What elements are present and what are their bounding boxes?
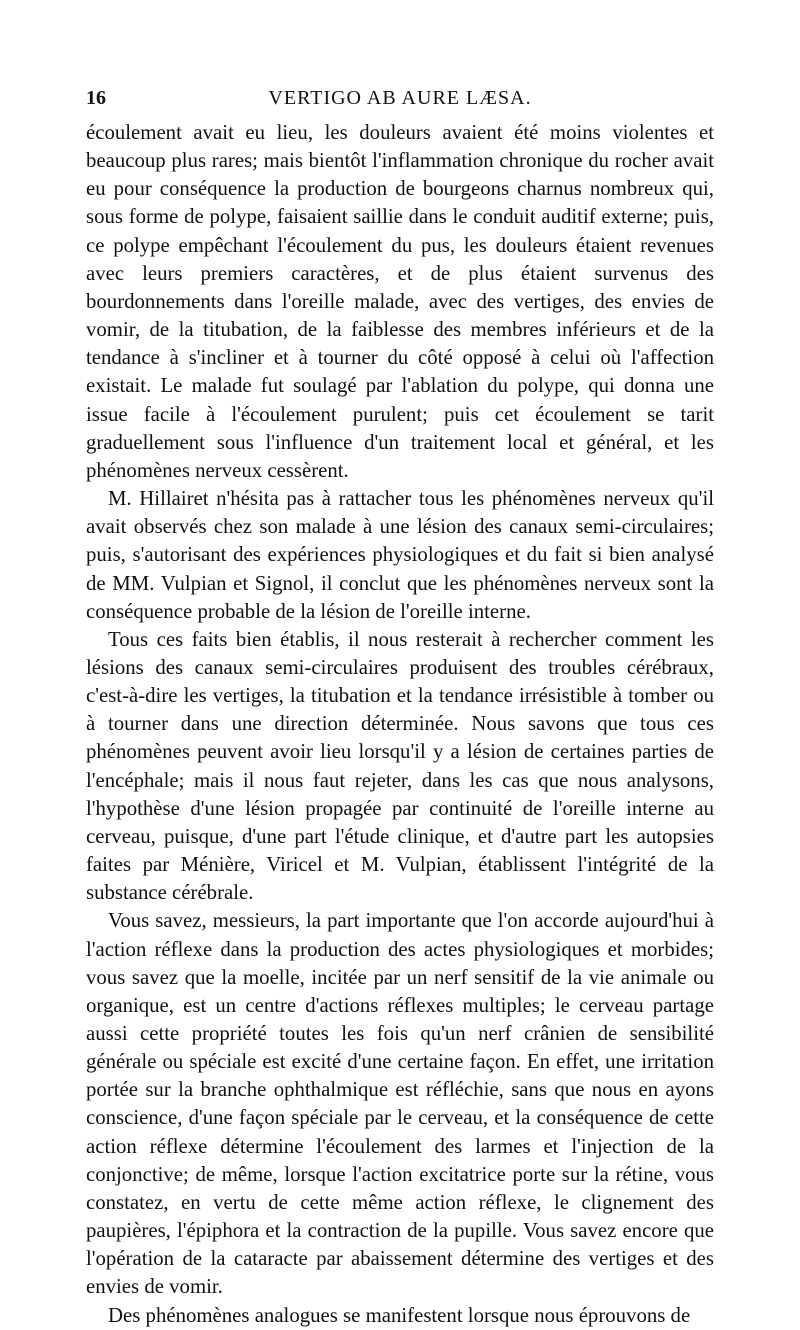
paragraph-continued: écoulement avait eu lieu, les douleurs avaient été moins violentes et beaucoup plus rares; mais bientôt l'inflammation chronique du rocher avait eu pour conséquence la production de bourgeons charnus nombreux qui, sous forme de polype, faisaient saillie dans le conduit auditif externe; puis, ce polype empêchant l'écoulement du pus, les douleurs étaient revenues avec leurs premiers caractères, et de plus étaient survenus des bourdonnements dans l'oreille malade, avec des vertiges, des envies de vomir, de la titubation, de la faiblesse des membres inférieurs et de la tendance à s'incliner et à tourner du côté opposé à celui où l'affection existait. Le malade fut soulagé par l'ablation du polype, qui donna une issue facile à l'écoulement purulent; puis cet écoulement se tarit graduellement sous l'influence d'un traitement local et général, et les phénomènes nerveux cessèrent. bbox=[86, 121, 714, 482]
paragraph: M. Hillairet n'hésita pas à rattacher tous les phénomènes nerveux qu'il avait observés chez son malade à une lésion des canaux semi-circulaires; puis, s'autorisant des expériences physiologiques et du fait si bien analysé de MM. Vulpian et Signol, il conclut que les phénomènes nerveux sont la conséquence probable de la lésion de l'oreille interne. bbox=[86, 487, 714, 623]
body-text bbox=[86, 119, 714, 1330]
paragraph: Des phénomènes analogues se manifestent lorsque nous éprouvons de bbox=[108, 1303, 691, 1327]
paragraph: Vous savez, messieurs, la part importante que l'on accorde aujourd'hui à l'action réflexe dans la production des actes physiologiques et morbides; vous savez que la moelle, incitée par un nerf sensitif de la vie animale ou organique, est un centre d'actions réflexes multiples; le cerveau partage aussi cette propriété toutes les fois qu'un nerf crânien de sensibilité générale ou spéciale est excité d'une certaine façon. En effet, une irritation portée sur la branche ophthalmique est réfléchie, sans que nous en ayons conscience, d'une façon spéciale par le cerveau, et la conséquence de cette action réflexe détermine l'écoulement des larmes et l'injection de la conjonctive; de même, lorsque l'action excitatrice porte sur la rétine, vous constatez, en vertu de cette même action réflexe, le clignement des paupières, l'épiphora et la contraction de la pupille. Vous savez encore que l'opération de la cataracte par abaissement détermine des vertiges et des envies de vomir. bbox=[86, 909, 714, 1299]
running-title: VERTIGO AB AURE LÆSA. bbox=[268, 87, 532, 109]
page-number: 16 bbox=[86, 87, 106, 109]
running-head bbox=[86, 86, 714, 110]
paragraph: Tous ces faits bien établis, il nous resterait à rechercher comment les lésions des canaux semi-circulaires produisent des troubles cérébraux, c'est-à-dire les vertiges, la titubation et la tendance irrésistible à tomber ou à tourner dans une direction déterminée. Nous savons que tous ces phénomènes peuvent avoir lieu lorsqu'il y a lésion de certaines parties de l'encéphale; mais il nous faut rejeter, dans les cas que nous analysons, l'hypothèse d'une lésion propagée par continuité de l'oreille interne au cerveau, puisque, d'une part l'étude clinique, et d'autre part les autopsies faites par Ménière, Viricel et M. Vulpian, établissent l'intégrité de la substance cérébrale. bbox=[86, 627, 714, 905]
